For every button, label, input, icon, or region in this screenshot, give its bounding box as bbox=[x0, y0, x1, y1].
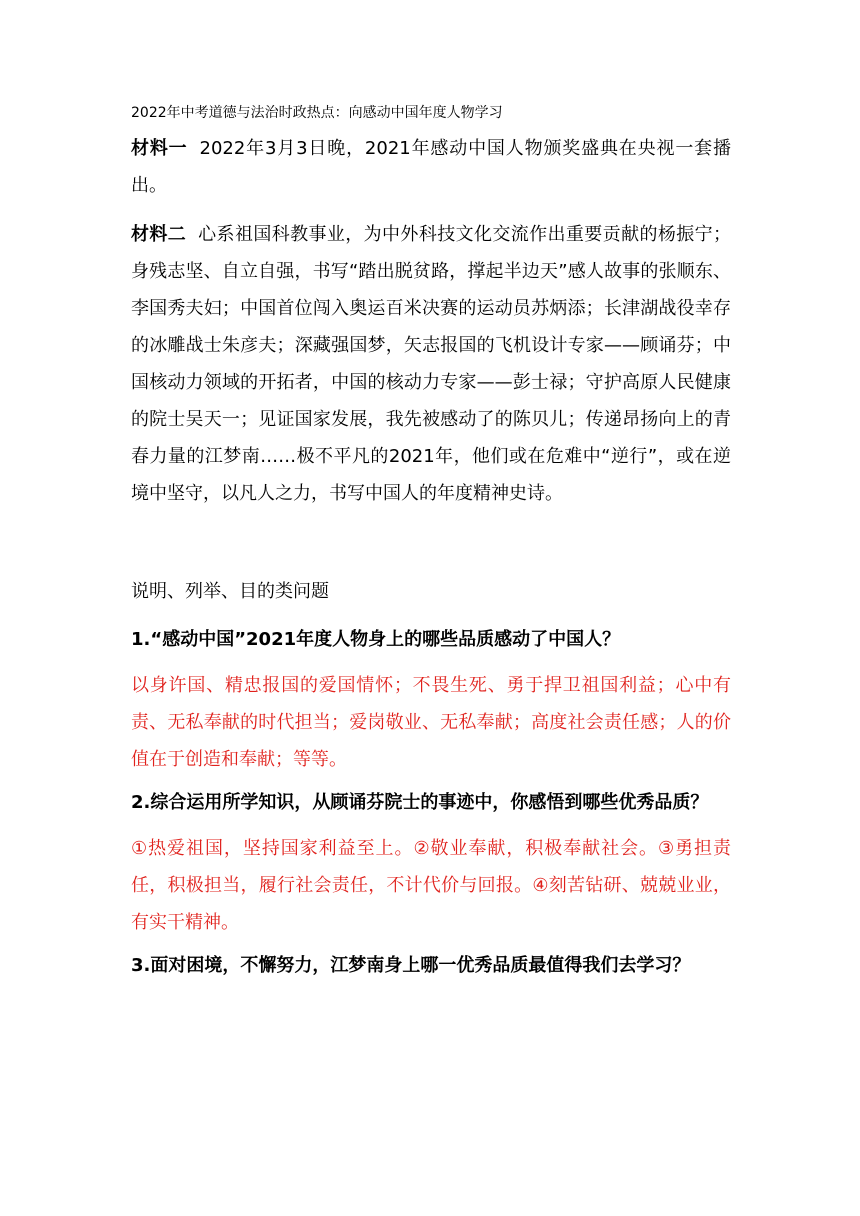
material-one-text: 2022年3月3日晚，2021年感动中国人物颁奖盛典在央视一套播出。 bbox=[131, 138, 731, 196]
question-1: 1.“感动中国”2021年度人物身上的哪些品质感动了中国人？ bbox=[131, 629, 621, 650]
answer-1: 以身许国、精忠报国的爱国情怀；不畏生死、勇于捍卫祖国利益；心中有责、无私奉献的时代担当；爱岗敬业、无私奉献；高度社会责任感；人的价值在于创造和奉献；等等。 bbox=[131, 675, 731, 770]
document-body bbox=[131, 130, 731, 993]
material-one bbox=[131, 130, 731, 204]
answer-2: ①热爱祖国，坚持国家利益至上。②敬业奉献，积极奉献社会。③勇担责任，积极担当，履行社会责任，不计代价与回报。④刻苦钻研、兢兢业业，有实干精神。 bbox=[131, 838, 731, 933]
material-two-label: 材料二 bbox=[131, 224, 187, 245]
question-3: 3.面对困境，不懈努力，江梦南身上哪一优秀品质最值得我们去学习？ bbox=[131, 955, 691, 976]
question-2: 2.综合运用所学知识，从顾诵芬院士的事迹中，你感悟到哪些优秀品质？ bbox=[131, 792, 709, 813]
material-two bbox=[131, 216, 731, 512]
material-two-text: 心系祖国科教事业，为中外科技文化交流作出重要贡献的杨振宁；身残志坚、自立自强，书写“踏出脱贫路，撑起半边天”感人故事的张顺东、李国秀夫妇；中国首位闯入奥运百米决赛的运动员苏炳添；长津湖战役幸存的冰雕战士朱彦夫；深藏强国梦，矢志报国的飞机设计专家——顾诵芬；中国核动力领域的开拓者，中国的核动力专家——彭士禄；守护高原人民健康的院士吴天一；见证国家发展，我先被感动了的陈贝儿；传递昂扬向上的青春力量的江梦南……极不平凡的2021年，他们或在危难中“逆行”，或在逆境中坚守，以凡人之力，书写中国人的年度精神史诗。 bbox=[131, 224, 732, 504]
document-header: 2022年中考道德与法治时政热点：向感动中国年度人物学习 bbox=[131, 105, 503, 121]
material-one-label: 材料一 bbox=[131, 138, 188, 159]
section-title: 说明、列举、目的类问题 bbox=[131, 581, 329, 602]
